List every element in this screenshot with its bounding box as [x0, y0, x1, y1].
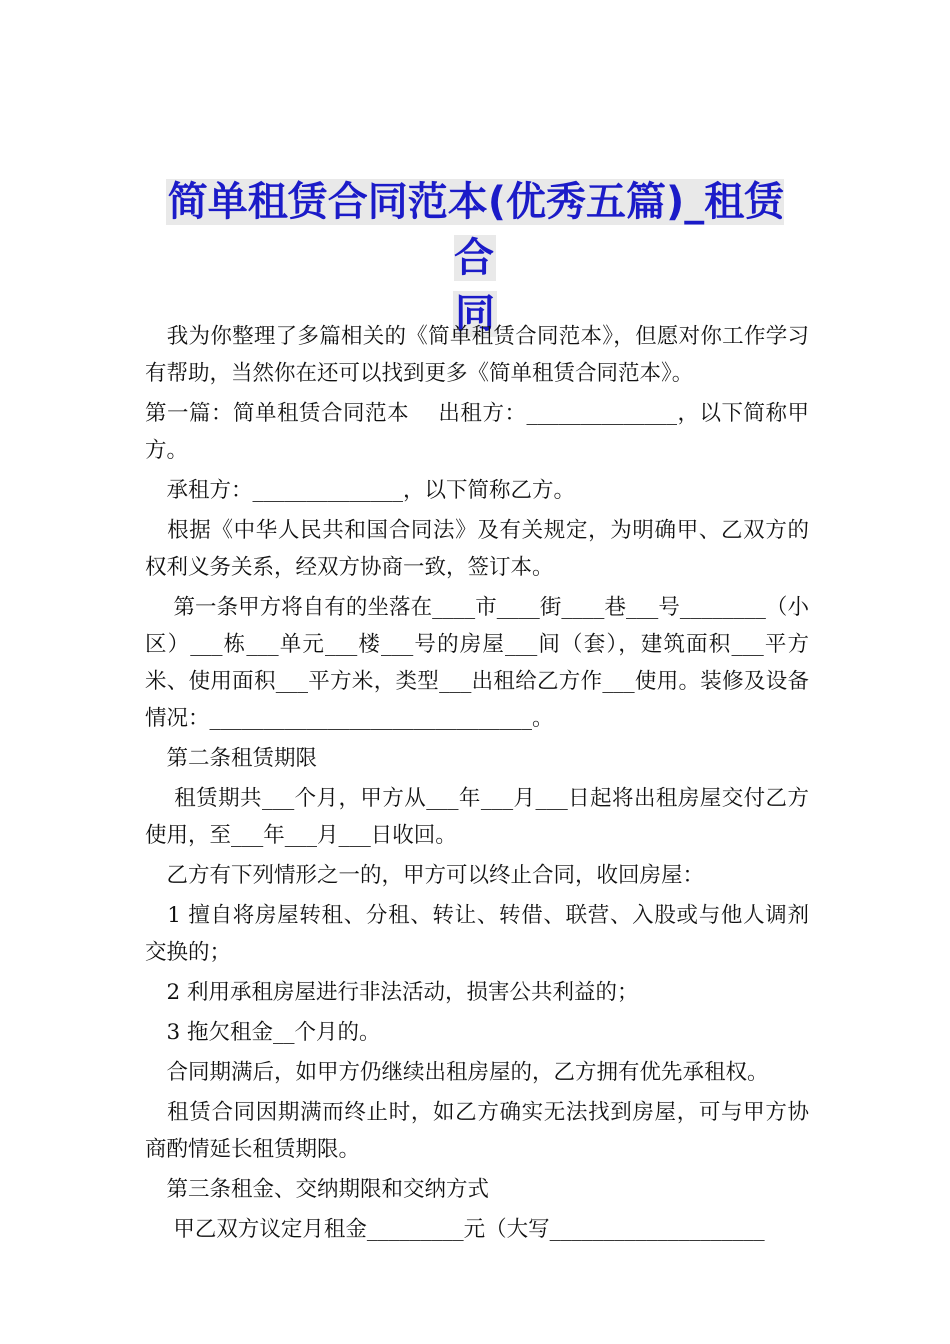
paragraph-first-article: 第一篇：简单租赁合同范本 出租方：______________，以下简称甲方。	[145, 401, 809, 463]
document-body	[145, 318, 809, 1251]
paragraph-intro: 我为你整理了多篇相关的《简单租赁合同范本》，但愿对你工作学习有帮助，当然你在还可以找到更多《简单租赁合同范本》。	[145, 324, 809, 386]
paragraph-termination: 乙方有下列情形之一的，甲方可以终止合同，收回房屋：	[145, 863, 705, 888]
paragraph-renewal: 合同期满后，如甲方仍继续出租房屋的，乙方拥有优先承租权。	[145, 1060, 769, 1085]
paragraph-lessee: 承租方：______________，以下简称乙方。	[145, 478, 576, 503]
title-line-1: 简单租赁合同范本(优秀五篇)_租赁合	[167, 179, 785, 281]
paragraph-clause-1: 第一条甲方将自有的坐落在____市____街____巷___号________（小区）___栋___单元___楼___号的房屋___间（套），建筑面积___平方米、使用面积___平方米，类型___出租给乙方作___使用。装修及设备情况：______________________________。	[145, 595, 809, 731]
paragraph-clause-2-heading: 第二条租赁期限	[145, 746, 318, 771]
paragraph-extension: 租赁合同因期满而终止时，如乙方确实无法找到房屋，可与甲方协商酌情延长租赁期限。	[145, 1100, 809, 1162]
paragraph-clause-3-heading: 第三条租金、交纳期限和交纳方式	[145, 1177, 490, 1202]
paragraph-lease-term: 租赁期共___个月，甲方从___年___月___日起将出租房屋交付乙方使用，至___年___月___日收回。	[145, 786, 809, 848]
document-title	[150, 174, 800, 342]
paragraph-rent: 甲乙双方议定月租金_________元（大写____________________	[145, 1217, 765, 1242]
paragraph-item-3: 3 拖欠租金__个月的。	[145, 1020, 381, 1045]
paragraph-item-2: 2 利用承租房屋进行非法活动，损害公共利益的；	[145, 980, 639, 1005]
paragraph-basis: 根据《中华人民共和国合同法》及有关规定，为明确甲、乙双方的权利义务关系，经双方协商一致，签订本。	[145, 518, 809, 580]
title-line-2: 同	[455, 291, 495, 337]
paragraph-item-1: 1 擅自将房屋转租、分租、转让、转借、联营、入股或与他人调剂交换的；	[145, 903, 809, 965]
